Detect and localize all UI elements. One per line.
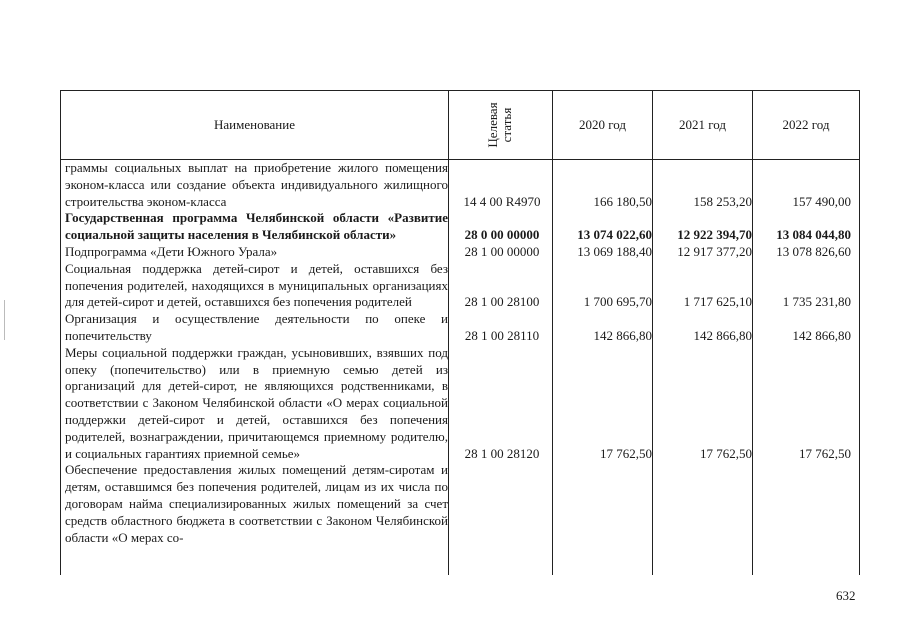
- row-value-2022: 13 078 826,60: [776, 243, 851, 259]
- row-value-2021: 12 917 377,20: [677, 243, 752, 259]
- row-value-2020: 1 700 695,70: [583, 294, 652, 310]
- row-name: Меры социальной поддержки граждан, усыновивших, взявших под опеку (попечительство) или в приемную семью детей из организаций для детей-сирот, не являющихся родственниками, в соответствии с Законом Челябинской области «О мерах социальной поддержки детей-сирот и детей, оставшихся без попечения родителей, вознаграждении, причитающемся приемному родителю, и социальных гарантиях приемной семье»: [65, 344, 448, 461]
- header-2021: 2021 год: [679, 117, 726, 132]
- row-code: 28 1 00 28120: [464, 445, 540, 461]
- row-code: 28 1 00 28110: [464, 327, 540, 343]
- row-value-2021: 17 762,50: [700, 445, 752, 461]
- row-value-2020: 166 180,50: [593, 193, 652, 209]
- table-body: [65, 160, 855, 546]
- scan-margin-mark: [4, 300, 5, 340]
- table-right-border: [859, 90, 860, 575]
- row-value-2020: 13 074 022,60: [577, 227, 652, 243]
- row-value-2022: 157 490,00: [792, 193, 851, 209]
- page-number: 632: [836, 588, 856, 603]
- row-value-2021: 1 717 625,10: [683, 294, 752, 310]
- table-top-border: [60, 90, 860, 91]
- header-2020: 2020 год: [579, 117, 626, 132]
- row-value-2020: 13 069 188,40: [577, 243, 652, 259]
- header-target-line1: Целевая: [485, 102, 500, 148]
- row-value-2022: 17 762,50: [799, 445, 851, 461]
- table-row: [65, 261, 855, 311]
- row-value-2022: 142 866,80: [792, 327, 851, 343]
- table-row: [65, 462, 855, 546]
- row-code: 28 0 00 00000: [464, 227, 540, 243]
- row-name: Организация и осуществление деятельности по опеке и попечительству: [65, 311, 448, 343]
- row-value-2022: 13 084 044,80: [776, 227, 851, 243]
- header-target-line2: статья: [499, 107, 514, 143]
- table-row: [65, 210, 855, 244]
- table-row: [65, 311, 855, 345]
- row-code: 14 4 00 R4970: [463, 193, 541, 209]
- table-row: [65, 345, 855, 463]
- row-name: Подпрограмма «Дети Южного Урала»: [65, 243, 278, 259]
- row-value-2022: 1 735 231,80: [782, 294, 851, 310]
- row-value-2020: 17 762,50: [600, 445, 652, 461]
- header-target-article: [448, 92, 552, 158]
- header-2022: 2022 год: [782, 117, 830, 132]
- table-row: [65, 244, 855, 261]
- row-value-2021: 158 253,20: [693, 193, 752, 209]
- row-code: 28 1 00 28100: [464, 294, 540, 310]
- table-left-border: [60, 90, 61, 575]
- row-value-2021: 142 866,80: [693, 327, 752, 343]
- row-code: 28 1 00 00000: [464, 243, 540, 259]
- row-name: Обеспечение предоставления жилых помещений детям-сиротам и детям, оставшимся без попечения родителей, лицам из их числа по договорам найма специализированных жилых помещений за счет средств областного бюджета в соответствии с Законом Челябинской области «О мерах со-: [65, 462, 448, 545]
- row-value-2020: 142 866,80: [593, 327, 652, 343]
- row-name: граммы социальных выплат на приобретение жилого помещения эконом-класса или создание объекта индивидуального жилищного строительства эконом-класса: [65, 160, 448, 209]
- header-name: Наименование: [214, 117, 295, 132]
- table-row: [65, 160, 855, 210]
- row-name: Социальная поддержка детей-сирот и детей, оставшихся без попечения родителей, находящихся в муниципальных организациях для детей-сирот и детей, оставшихся без попечения родителей: [65, 260, 448, 310]
- row-name: Государственная программа Челябинской области «Развитие социальной защиты населения в Челябинской области»: [65, 210, 448, 243]
- row-value-2021: 12 922 394,70: [677, 227, 752, 243]
